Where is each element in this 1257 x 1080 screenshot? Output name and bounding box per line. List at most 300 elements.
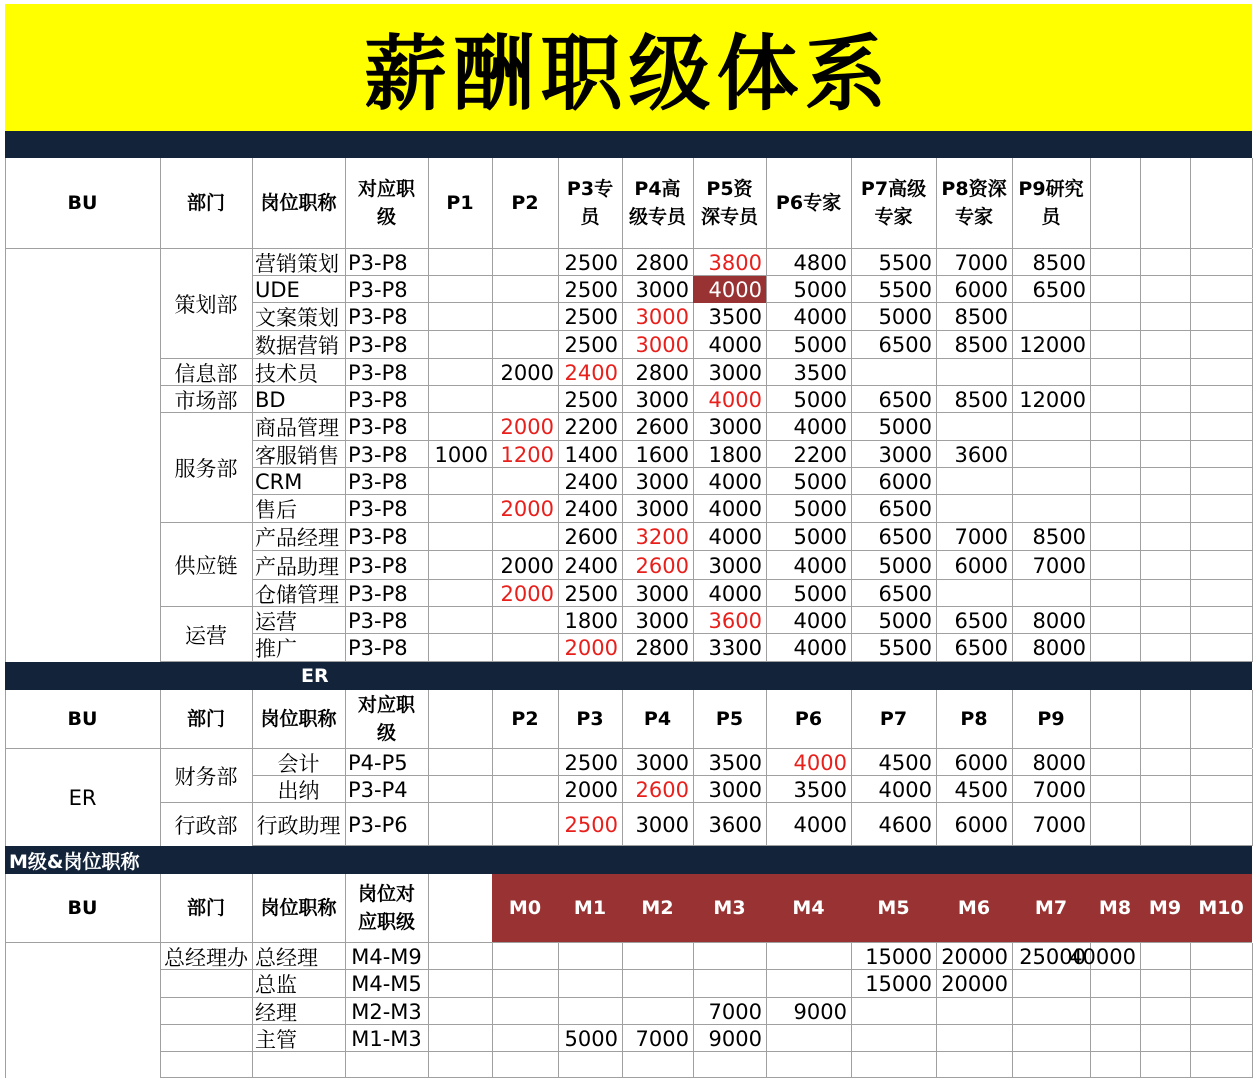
salary-cell: 4500 [954,777,1008,802]
salary-cell: 25000 [1019,944,1086,969]
col-header-grade: P7高级 专家 [860,178,927,228]
salary-cell: 3500 [708,750,762,775]
salary-cell [1012,359,1090,386]
salary-cell: 3000 [708,360,762,385]
col-header-bu: BU [67,897,98,919]
job-title-cell: 仓储管理 [255,582,339,607]
salary-cell: 6500 [878,581,932,606]
grid-line [1090,749,1091,846]
section-bar-m-label: M级&岗位职称 [9,850,140,873]
col-header-grade: P6专家 [775,192,842,214]
salary-cell [492,303,558,331]
salary-cell: 3500 [793,360,847,385]
salary-cell: 5000 [793,581,847,606]
job-title-cell: 营销策划 [255,251,339,276]
salary-cell [1012,441,1090,468]
level-range-cell: P3-P6 [348,812,408,837]
salary-cell [492,468,558,495]
salary-cell: 4000 [693,276,766,303]
level-range-cell: P3-P8 [348,497,408,521]
salary-cell: 2500 [564,277,618,302]
col-header-grade: M10 [1190,874,1252,942]
salary-cell [936,580,1012,607]
salary-cell: 2000 [500,553,554,578]
salary-cell: 6500 [878,525,932,549]
salary-cell: 5500 [878,250,932,275]
level-range-cell: P4-P5 [348,750,408,775]
level-range-cell: P3-P8 [348,581,408,606]
salary-cell [428,551,492,580]
job-title-cell: 商品管理 [255,416,339,440]
grid-line [1190,943,1191,1078]
salary-cell: 1000 [434,442,488,467]
col-header-grade: M7 [1012,874,1090,942]
col-header-grade: M4 [766,874,851,942]
job-title-cell: BD [255,387,286,412]
salary-cell [492,803,558,846]
salary-cell: 8000 [1032,750,1086,775]
dept-cell: 供应链 [174,554,238,578]
salary-cell [851,1025,936,1052]
salary-cell [936,468,1012,495]
col-header-grade: P1 [446,192,474,214]
salary-cell: 2000 [564,777,618,802]
salary-cell: 6500 [954,608,1008,633]
salary-cell: 6000 [878,469,932,494]
salary-cell [693,970,766,998]
job-title-cell: 技术员 [255,361,318,386]
salary-cell: 5000 [564,1026,618,1051]
salary-cell [1090,1025,1140,1052]
salary-cell [1090,998,1140,1025]
salary-cell [428,776,492,803]
salary-cell: 6000 [954,750,1008,775]
col-header-grade: P5资 深专员 [700,178,758,228]
job-title-cell: 售后 [255,498,297,522]
salary-cell: 1800 [708,442,762,467]
level-range-cell: P3-P8 [348,277,408,302]
salary-cell [622,970,693,998]
dept-cell: 服务部 [174,457,238,481]
level-range-cell: P3-P8 [348,442,408,467]
salary-cell: 2000 [564,636,618,660]
salary-cell: 8500 [954,305,1008,329]
salary-cell: 3800 [708,250,762,275]
col-header-grade: P9研究 员 [1018,178,1084,228]
job-title-cell: 文案策划 [255,306,339,330]
salary-cell: 8500 [1032,250,1086,275]
salary-cell: 5000 [878,553,932,578]
salary-cell: 3000 [708,415,762,439]
salary-cell [1012,580,1090,607]
salary-cell [936,998,1012,1025]
salary-cell: 6500 [878,387,932,412]
salary-cell [428,359,492,386]
salary-cell [428,523,492,551]
grid-line [1090,158,1091,248]
col-header-level: 对应职 级 [357,178,415,228]
salary-cell: 6500 [1032,277,1086,302]
salary-cell [428,331,492,359]
salary-cell: 3000 [635,305,689,329]
col-header-grade: P4高 级专员 [628,178,686,228]
salary-cell [492,276,558,303]
salary-cell: 40000 [1069,944,1136,969]
section-bar-er-label: ER [301,665,329,687]
salary-cell: 4000 [793,553,847,578]
salary-cell [1012,413,1090,441]
grid-line [1140,690,1141,748]
salary-cell: 3600 [708,608,762,633]
salary-cell: 1800 [564,608,618,633]
level-range-cell: P3-P8 [348,525,408,549]
col-header-grade: P3专 员 [566,178,614,228]
level-range-cell: M2-M3 [351,999,422,1024]
col-header-grade: P7 [879,708,908,730]
salary-cell: 3000 [635,608,689,633]
dept-cell: 信息部 [174,361,238,386]
job-title-cell: 出纳 [277,778,320,803]
header-bar-p [5,131,1252,158]
grid-line [5,249,6,662]
salary-cell: 6500 [878,333,932,357]
salary-cell: 7000 [954,250,1008,275]
dept-cell: 总经理办 [164,945,248,970]
salary-cell [492,523,558,551]
salary-cell: 7000 [1032,777,1086,802]
col-header-grade: M5 [851,874,936,942]
salary-cell: 2400 [564,553,618,578]
salary-cell: 20000 [941,972,1008,996]
salary-cell: 8500 [954,333,1008,357]
grid-line [492,943,493,1078]
salary-cell [766,970,851,998]
job-title-cell: 总监 [255,973,297,997]
salary-cell [1012,468,1090,495]
salary-cell: 3000 [635,469,689,494]
salary-cell [766,1025,851,1052]
grid-line [1252,158,1253,248]
col-header-title: 岗位职称 [260,708,337,730]
salary-cell [428,634,492,662]
level-range-cell: P3-P8 [348,387,408,412]
level-range-cell: P3-P8 [348,333,408,357]
salary-cell: 5000 [878,415,932,439]
salary-cell: 5000 [793,277,847,302]
salary-cell: 3000 [878,442,932,467]
col-header-title: 岗位职称 [260,192,337,214]
salary-cell: 2600 [564,525,618,549]
salary-cell: 2500 [564,250,618,275]
salary-cell [492,249,558,276]
level-range-cell: P3-P8 [348,469,408,494]
col-header-bu: BU [67,192,98,214]
salary-cell: 5000 [793,387,847,412]
salary-cell [1012,303,1090,331]
col-header-grade: P2 [511,708,539,730]
grid-line [1252,943,1253,1078]
level-range-cell: P3-P8 [348,608,408,633]
col-header-grade: M6 [936,874,1012,942]
job-title-cell: 客服销售 [255,443,339,468]
col-header-grade: P5 [715,708,744,730]
salary-cell: 7000 [1032,553,1086,578]
salary-cell: 5500 [878,636,932,660]
salary-cell: 15000 [865,972,932,996]
job-title-cell: 主管 [255,1027,297,1052]
salary-cell: 2000 [500,581,554,606]
section-bar-er [5,662,1252,690]
salary-cell: 3000 [635,333,689,357]
job-title-cell: 推广 [255,637,297,661]
salary-cell: 2000 [500,497,554,521]
level-range-cell: P3-P8 [348,305,408,329]
section-bar-m [5,846,1252,874]
salary-cell [428,276,492,303]
salary-cell: 4000 [708,581,762,606]
salary-cell: 5000 [793,525,847,549]
salary-cell: 7000 [635,1026,689,1051]
col-header-grade: M3 [693,874,766,942]
salary-cell: 3500 [793,777,847,802]
grid-line [1252,690,1253,748]
page-title: 薪酬职级体系 [5,4,1252,131]
salary-cell: 12000 [1019,387,1086,412]
col-header-dept: 部门 [186,708,225,730]
salary-cell [622,998,693,1025]
salary-cell [492,749,558,776]
job-title-cell: CRM [255,469,303,494]
salary-cell [428,607,492,634]
salary-cell: 4000 [708,469,762,494]
salary-cell: 6500 [954,636,1008,660]
salary-cell: 6500 [878,497,932,521]
salary-cell: 1400 [564,442,618,467]
salary-cell [428,468,492,495]
salary-cell [558,970,622,998]
col-header-dept: 部门 [186,192,225,214]
salary-cell [1012,970,1090,998]
salary-cell: 4000 [708,333,762,357]
salary-cell: 4000 [793,750,847,775]
col-header-level: 岗位对 应职级 [357,883,415,933]
level-range-cell: M4-M5 [351,972,422,996]
salary-cell: 5000 [878,305,932,329]
salary-cell: 3500 [708,305,762,329]
col-header-grade: P8资深 专家 [941,178,1007,228]
salary-cell: 2200 [564,415,618,439]
salary-cell: 2600 [635,777,689,802]
salary-cell: 4000 [708,497,762,521]
job-title-cell: 行政助理 [256,813,341,838]
salary-cell: 4600 [878,812,932,837]
dept-cell: 运营 [185,623,227,648]
salary-cell: 4000 [793,305,847,329]
salary-cell: 5000 [878,608,932,633]
salary-cell: 3000 [635,277,689,302]
grid-line [428,943,429,1078]
salary-cell: 15000 [865,944,932,969]
salary-cell [492,776,558,803]
salary-cell [851,998,936,1025]
salary-cell: 3000 [635,387,689,412]
salary-cell: 3000 [635,497,689,521]
job-title-cell: 会计 [277,751,320,776]
salary-cell: 6000 [954,277,1008,302]
salary-cell: 2600 [635,415,689,439]
dept-cell: 市场部 [174,388,238,413]
dept-cell: 财务部 [174,765,238,789]
col-header-bu: BU [67,708,98,730]
col-header-grade: P4 [643,708,672,730]
grid-line [1090,690,1091,748]
salary-cell [558,943,622,970]
level-range-cell: P3-P8 [348,636,408,660]
salary-cell [1090,970,1140,998]
job-title-cell: 总经理 [255,945,318,970]
salary-cell: 1200 [500,442,554,467]
salary-cell: 1600 [635,442,689,467]
salary-cell [1012,495,1090,523]
salary-cell: 4800 [793,250,847,275]
grid-line [160,1077,1252,1078]
salary-cell: 4000 [793,608,847,633]
col-header-title: 岗位职称 [260,897,337,919]
salary-cell: 4500 [878,750,932,775]
grid-line [1252,749,1253,846]
salary-cell: 2000 [500,360,554,385]
grid-line [5,943,6,1078]
salary-cell: 8000 [1032,608,1086,633]
salary-cell [936,359,1012,386]
level-range-cell: P3-P8 [348,250,408,275]
salary-cell [558,998,622,1025]
col-header-grade: P3 [576,708,604,730]
grid-line [1090,249,1091,662]
salary-cell: 2200 [793,442,847,467]
salary-cell: 4000 [708,525,762,549]
salary-cell: 6000 [954,553,1008,578]
grid-line [1252,249,1253,662]
grid-line [1190,749,1191,846]
salary-cell: 7000 [1032,812,1086,837]
salary-cell: 8500 [1032,525,1086,549]
salary-cell: 5500 [878,277,932,302]
level-range-cell: M1-M3 [351,1026,422,1051]
salary-cell: 2500 [564,750,618,775]
salary-cell: 2400 [564,497,618,521]
col-header-grade: M8 [1090,874,1140,942]
salary-cell [622,943,693,970]
job-title-cell: 经理 [255,1000,297,1025]
salary-cell: 5000 [793,469,847,494]
level-range-cell: P3-P8 [348,553,408,578]
salary-cell: 2500 [564,305,618,329]
salary-cell: 2500 [564,581,618,606]
job-title-cell: 产品经理 [255,526,339,550]
salary-cell: 2800 [635,636,689,660]
salary-cell [936,495,1012,523]
grid-line [1140,249,1141,662]
salary-cell [851,359,936,386]
salary-cell [1012,998,1090,1025]
grid-line [1140,749,1141,846]
grid-line [428,874,429,942]
salary-cell: 3000 [635,812,689,837]
grid-line [1140,158,1141,248]
salary-cell: 2000 [500,415,554,439]
level-range-cell: M4-M9 [351,944,422,969]
salary-cell: 3600 [708,812,762,837]
salary-cell [492,331,558,359]
salary-cell [492,607,558,634]
salary-cell: 2600 [635,553,689,578]
salary-cell: 9000 [793,999,847,1024]
salary-cell: 4000 [708,387,762,412]
col-header-grade: P6 [794,708,823,730]
salary-cell: 3600 [954,442,1008,467]
level-range-cell: P3-P8 [348,360,408,385]
grid-line [1190,690,1191,748]
salary-cell [936,413,1012,441]
salary-cell: 3300 [708,636,762,660]
level-range-cell: P3-P4 [348,777,408,802]
salary-cell: 2400 [564,360,618,385]
grid-line [1190,249,1191,662]
salary-cell [428,803,492,846]
salary-cell: 4000 [793,812,847,837]
salary-cell: 2500 [564,333,618,357]
salary-cell: 4000 [793,636,847,660]
col-header-level: 对应职 级 [357,694,415,744]
salary-cell [428,386,492,413]
grid-line [1190,158,1191,248]
salary-cell: 7000 [708,999,762,1024]
salary-cell [428,413,492,441]
salary-cell: 2800 [635,360,689,385]
salary-cell: 3000 [708,553,762,578]
col-header-grade: P2 [511,192,539,214]
salary-cell [428,580,492,607]
salary-cell [1012,1025,1090,1052]
salary-cell: 3200 [635,525,689,549]
col-header-grade: P9 [1037,708,1065,730]
salary-cell: 3000 [708,777,762,802]
col-header-grade: M2 [622,874,693,942]
col-header-grade [428,690,492,748]
salary-cell: 20000 [941,944,1008,969]
salary-cell [428,495,492,523]
col-header-grade: P8 [960,708,988,730]
salary-cell: 3000 [635,581,689,606]
salary-cell: 2500 [564,812,618,837]
job-title-cell: 数据营销 [255,334,339,358]
salary-cell [492,386,558,413]
salary-cell: 5000 [793,497,847,521]
dept-cell: 策划部 [174,293,238,317]
col-header-grade: M9 [1140,874,1190,942]
salary-cell: 4000 [878,777,932,802]
dept-cell: 行政部 [174,813,238,838]
job-title-cell: UDE [255,277,300,302]
salary-cell [428,749,492,776]
salary-cell: 8500 [954,387,1008,412]
salary-cell [428,303,492,331]
col-header-grade: M1 [558,874,622,942]
salary-cell: 4000 [793,415,847,439]
salary-cell: 7000 [954,525,1008,549]
salary-cell: 8000 [1032,636,1086,660]
